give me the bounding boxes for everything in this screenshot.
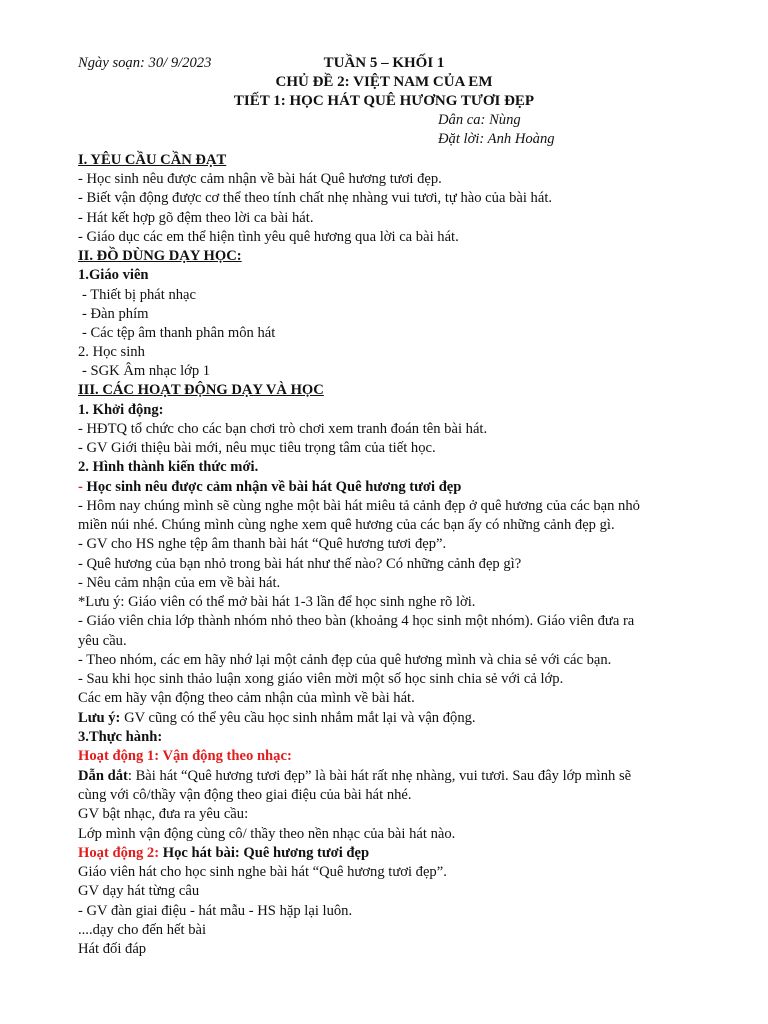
activity-2-title <box>78 844 748 863</box>
prep-date: Ngày soạn: 30/ 9/2023 <box>78 55 212 71</box>
requirement-item: - Biết vận động được cơ thể theo tính chất nhẹ nhàng vui tươi, tự hào của bài hát. <box>78 190 553 206</box>
activity-2-item: GV dạy hát từng câu <box>78 883 200 899</box>
activity-1-item: Lớp mình vận động cùng cô/ thầy theo nền nhạc của bài hát nào. <box>78 826 456 842</box>
week-title: TUẦN 5 – KHỐI 1 <box>323 55 445 71</box>
activity-2-item: Hát đối đáp <box>78 941 147 957</box>
new-knowledge-item: - Theo nhóm, các em hãy nhớ lại một cảnh đẹp của quê hương mình và chia sẻ với các bạn. <box>78 652 612 668</box>
warmup-item: - HĐTQ tổ chức cho các bạn chơi trò chơi xem tranh đoán tên bài hát. <box>78 421 488 437</box>
section-2-title: II. ĐỒ DÙNG DẠY HỌC: <box>78 248 242 264</box>
activity-2-label: Hoạt động 2: <box>78 845 160 861</box>
lead-label: Dẫn dắt <box>78 768 128 784</box>
teacher-title: 1.Giáo viên <box>78 267 149 283</box>
new-knowledge-item: - Hôm nay chúng mình sẽ cùng nghe một bài hát miêu tả cảnh đẹp ở quê hương của các bạn nhỏ <box>78 498 640 514</box>
practice-title: 3.Thực hành: <box>78 729 163 745</box>
new-knowledge-item: Các em hãy vận động theo cảm nhận của mình về bài hát. <box>78 690 415 706</box>
activity-1-item: cùng với cô/thầy vận động theo giai điệu của bài hát nhé. <box>78 787 412 803</box>
folk-origin: Dân ca: Nùng <box>438 112 521 128</box>
warmup-item: - GV Giới thiệu bài mới, nêu mục tiêu trọng tâm của tiết học. <box>78 440 436 456</box>
topic-title: CHỦ ĐỀ 2: VIỆT NAM CỦA EM <box>275 74 493 90</box>
new-knowledge-item: - Sau khi học sinh thảo luận xong giáo viên mời một số học sinh chia sẻ với cả lớp. <box>78 671 564 687</box>
new-knowledge-item: - Quê hương của bạn nhỏ trong bài hát như thế nào? Có những cảnh đẹp gì? <box>78 556 522 572</box>
new-knowledge-item: - GV cho HS nghe tệp âm thanh bài hát “Quê hương tươi đẹp”. <box>78 536 447 552</box>
lead-line <box>78 767 748 786</box>
note-label: Lưu ý: <box>78 710 121 726</box>
new-knowledge-item: yêu cầu. <box>78 633 127 649</box>
requirement-item: - Học sinh nêu được cảm nhận về bài hát Quê hương tươi đẹp. <box>78 171 442 187</box>
student-title: 2. Học sinh <box>78 344 145 360</box>
teacher-item: - Thiết bị phát nhạc <box>82 287 197 303</box>
new-knowledge-title: 2. Hình thành kiến thức mới. <box>78 459 259 475</box>
warmup-title: 1. Khởi động: <box>78 402 164 418</box>
new-knowledge-item: miền núi nhé. Chúng mình cùng nghe xem quê hương của các bạn ấy có những cảnh đẹp gì. <box>78 517 615 533</box>
activity-2-item: - GV đàn giai điệu - hát mẫu - HS hặp lại luôn. <box>78 903 353 919</box>
lyricist: Đặt lời: Anh Hoàng <box>438 131 555 147</box>
lead-text: : Bài hát “Quê hương tươi đẹp” là bài hát rất nhẹ nhàng, vui tươi. Sau đây lớp mình sẽ <box>127 768 632 784</box>
note-text: GV cũng có thể yêu cầu học sinh nhắm mắt lại và vận động. <box>120 710 476 726</box>
new-knowledge-item: - Giáo viên chia lớp thành nhóm nhỏ theo bàn (khoảng 4 học sinh một nhóm). Giáo viên đưa ra <box>78 613 635 629</box>
student-item: - SGK Âm nhạc lớp 1 <box>82 363 211 379</box>
activity-2-item: Giáo viên hát cho học sinh nghe bài hát “Quê hương tươi đẹp”. <box>78 864 447 880</box>
subtitle-dash: - <box>78 479 87 495</box>
note-line <box>78 709 748 728</box>
section-3-title: III. CÁC HOẠT ĐỘNG DẠY VÀ HỌC <box>78 382 324 398</box>
new-knowledge-item: *Lưu ý: Giáo viên có thể mở bài hát 1-3 lần để học sinh nghe rõ lời. <box>78 594 476 610</box>
activity-2-item: ....dạy cho đến hết bài <box>78 922 207 938</box>
lesson-title: TIẾT 1: HỌC HÁT QUÊ HƯƠNG TƯƠI ĐẸP <box>233 93 535 109</box>
new-knowledge-subtitle <box>78 478 748 497</box>
subtitle-text: Học sinh nêu được cảm nhận về bài hát Quê hương tươi đẹp <box>86 479 462 495</box>
new-knowledge-item: - Nêu cảm nhận của em về bài hát. <box>78 575 281 591</box>
activity-1-item: GV bật nhạc, đưa ra yêu cầu: <box>78 806 249 822</box>
activity-2-name: Học hát bài: Quê hương tươi đẹp <box>159 845 370 861</box>
requirement-item: - Hát kết hợp gõ đệm theo lời ca bài hát. <box>78 210 314 226</box>
teacher-item: - Các tệp âm thanh phân môn hát <box>82 325 276 341</box>
requirement-item: - Giáo dục các em thể hiện tình yêu quê hương qua lời ca bài hát. <box>78 229 459 245</box>
section-1-title: I. YÊU CẦU CẦN ĐẠT <box>78 152 227 168</box>
activity-1-title: Hoạt động 1: Vận động theo nhạc: <box>78 748 292 764</box>
teacher-item: - Đàn phím <box>82 306 149 322</box>
